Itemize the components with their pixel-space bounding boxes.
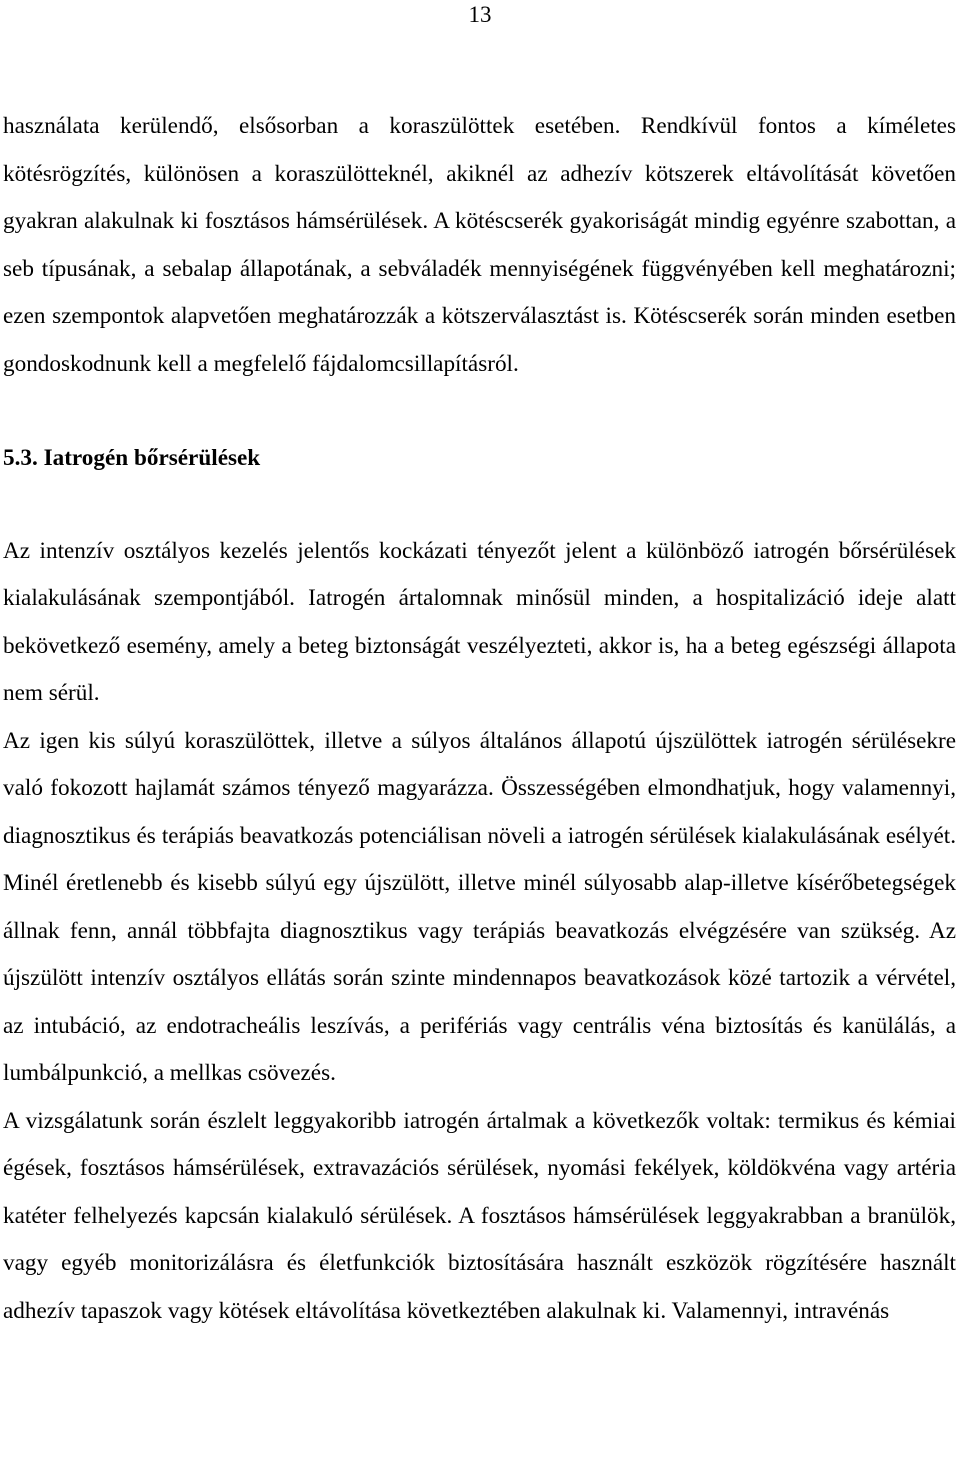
paragraph-intro: használata kerülendő, elsősorban a koraszülöttek esetében. Rendkívül fontos a kíméletes kötésrögzítés, különösen a koraszülötteknél, akiknél az adhezív kötszerek eltávolítását követően gyakran alakulnak ki fosztásos hámsérülések. A kötéscserék gyakoriságát mindig egyénre szabottan, a seb típusának, a sebalap állapotának, a sebváladék mennyiségének függvényében kell meghatározni; ezen szempontok alapvetően meghatározzák a kötszerválasztást is. Kötéscserék során minden esetben gondoskodnunk kell a megfelelő fájdalomcsillapításról. [3, 113, 956, 377]
document-body [3, 103, 956, 1335]
page-number: 13 [468, 2, 492, 27]
section-heading: 5.3. Iatrogén bőrsérülések [3, 445, 261, 471]
paragraph-section-2: Az igen kis súlyú koraszülöttek, illetve a súlyos általános állapotú újszülöttek iatrogén sérülésekre való fokozott hajlamát számos tényező magyarázza. Összességében elmondhatjuk, hogy valamennyi, diagnosztikus és terápiás beavatkozás potenciálisan növeli a iatrogén sérülések kialakulásának esélyét. Minél éretlenebb és kisebb súlyú egy újszülött, illetve minél súlyosabb alap-illetve kísérőbetegségek állnak fenn, annál többfajta diagnosztikus vagy terápiás beavatkozás elvégzésére van szükség. Az újszülött intenzív osztályos ellátás során szinte mindennapos beavatkozások közé tartozik a vérvétel, az intubáció, az endotracheális leszívás, a perifériás vagy centrális véna biztosítás és kanülálás, a lumbálpunkció, a mellkas csövezés. [3, 727, 956, 1086]
paragraph-section-1: Az intenzív osztályos kezelés jelentős kockázati tényezőt jelent a különböző iatrogén bőrsérülések kialakulásának szempontjából. Iatrogén ártalomnak minősül minden, a hospitalizáció ideje alatt bekövetkező esemény, amely a beteg biztonságát veszélyezteti, akkor is, ha a beteg egészségi állapota nem sérül. [3, 537, 956, 706]
paragraph-section-3: A vizsgálatunk során észlelt leggyakoribb iatrogén ártalmak a következők voltak: termikus és kémiai égések, fosztásos hámsérülések, extravazációs sérülések, nyomási fekélyek, köldökvéna vagy artéria katéter felhelyezés kapcsán kialakuló sérülések. A fosztásos hámsérülések leggyakrabban a branülök, vagy egyéb monitorizálásra és életfunkciók biztosítására használt eszközök rögzítésére használt adhezív tapaszok vagy kötések eltávolítása következtében alakulnak ki. Valamennyi, intravénás [3, 1107, 956, 1324]
